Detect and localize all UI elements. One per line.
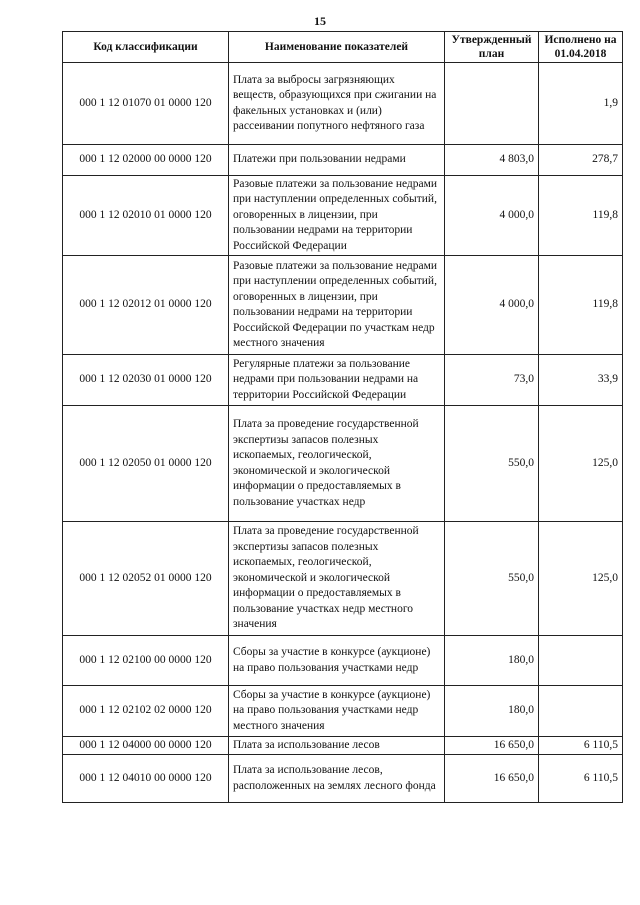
table-row — [63, 145, 623, 176]
row-code: 000 1 12 02100 00 0000 120 — [63, 636, 229, 686]
row-name: Регулярные платежи за пользование недрами при пользовании недрами на территории Российской Федерации — [229, 355, 445, 406]
row-plan: 550,0 — [445, 522, 539, 636]
row-plan: 180,0 — [445, 636, 539, 686]
row-code: 000 1 12 02030 01 0000 120 — [63, 355, 229, 406]
table-row — [63, 406, 623, 522]
table-header-row — [63, 32, 623, 63]
row-executed — [539, 686, 623, 737]
row-plan: 16 650,0 — [445, 737, 539, 755]
row-code: 000 1 12 02010 01 0000 120 — [63, 176, 229, 256]
row-name: Разовые платежи за пользование недрами при наступлении определенных событий, оговоренных в лицензии, при пользовании недрами на территории Российской Федерации по участкам недр местного значения — [229, 256, 445, 355]
row-code: 000 1 12 02012 01 0000 120 — [63, 256, 229, 355]
row-executed: 125,0 — [539, 406, 623, 522]
table-row — [63, 636, 623, 686]
row-code: 000 1 12 02000 00 0000 120 — [63, 145, 229, 176]
row-executed: 125,0 — [539, 522, 623, 636]
table-row — [63, 737, 623, 755]
row-plan: 180,0 — [445, 686, 539, 737]
table-row — [63, 63, 623, 145]
row-name: Плата за использование лесов, расположенных на землях лесного фонда — [229, 755, 445, 803]
row-name: Сборы за участие в конкурсе (аукционе) на право пользования участками недр — [229, 636, 445, 686]
row-code: 000 1 12 01070 01 0000 120 — [63, 63, 229, 145]
header-name: Наименование показателей — [229, 32, 445, 63]
table-row — [63, 355, 623, 406]
budget-table — [62, 31, 623, 803]
row-code: 000 1 12 04000 00 0000 120 — [63, 737, 229, 755]
row-plan: 4 803,0 — [445, 145, 539, 176]
row-name: Плата за проведение государственной экспертизы запасов полезных ископаемых, геологической, экономической и экологической информации о предоставляемых в пользование участках недр — [229, 406, 445, 522]
header-executed: Исполнено на 01.04.2018 — [539, 32, 623, 63]
row-code: 000 1 12 04010 00 0000 120 — [63, 755, 229, 803]
row-name: Плата за использование лесов — [229, 737, 445, 755]
row-name: Разовые платежи за пользование недрами при наступлении определенных событий, оговоренных в лицензии, при пользовании недрами на территории Российской Федерации — [229, 176, 445, 256]
header-plan: Утвержденный план — [445, 32, 539, 63]
row-name: Плата за выбросы загрязняющих веществ, образующихся при сжигании на факельных установках и (или) рассеивании попутного нефтяного газа — [229, 63, 445, 145]
row-executed: 119,8 — [539, 176, 623, 256]
row-name: Сборы за участие в конкурсе (аукционе) на право пользования участками недр местного значения — [229, 686, 445, 737]
row-code: 000 1 12 02050 01 0000 120 — [63, 406, 229, 522]
row-name: Платежи при пользовании недрами — [229, 145, 445, 176]
row-plan — [445, 63, 539, 145]
row-executed: 33,9 — [539, 355, 623, 406]
row-plan: 4 000,0 — [445, 176, 539, 256]
table-row — [63, 522, 623, 636]
row-name: Плата за проведение государственной экспертизы запасов полезных ископаемых, геологической, экономической и экологической информации о предоставляемых в пользование участках недр местного значения — [229, 522, 445, 636]
row-code: 000 1 12 02052 01 0000 120 — [63, 522, 229, 636]
row-executed: 1,9 — [539, 63, 623, 145]
table-row — [63, 686, 623, 737]
row-plan: 16 650,0 — [445, 755, 539, 803]
table-row — [63, 256, 623, 355]
row-plan: 73,0 — [445, 355, 539, 406]
table-row — [63, 176, 623, 256]
row-executed: 278,7 — [539, 145, 623, 176]
row-code: 000 1 12 02102 02 0000 120 — [63, 686, 229, 737]
page-number: 15 — [314, 14, 326, 28]
header-code: Код классификации — [63, 32, 229, 63]
row-plan: 550,0 — [445, 406, 539, 522]
row-executed: 119,8 — [539, 256, 623, 355]
row-plan: 4 000,0 — [445, 256, 539, 355]
row-executed — [539, 636, 623, 686]
table-row — [63, 755, 623, 803]
row-executed: 6 110,5 — [539, 755, 623, 803]
row-executed: 6 110,5 — [539, 737, 623, 755]
